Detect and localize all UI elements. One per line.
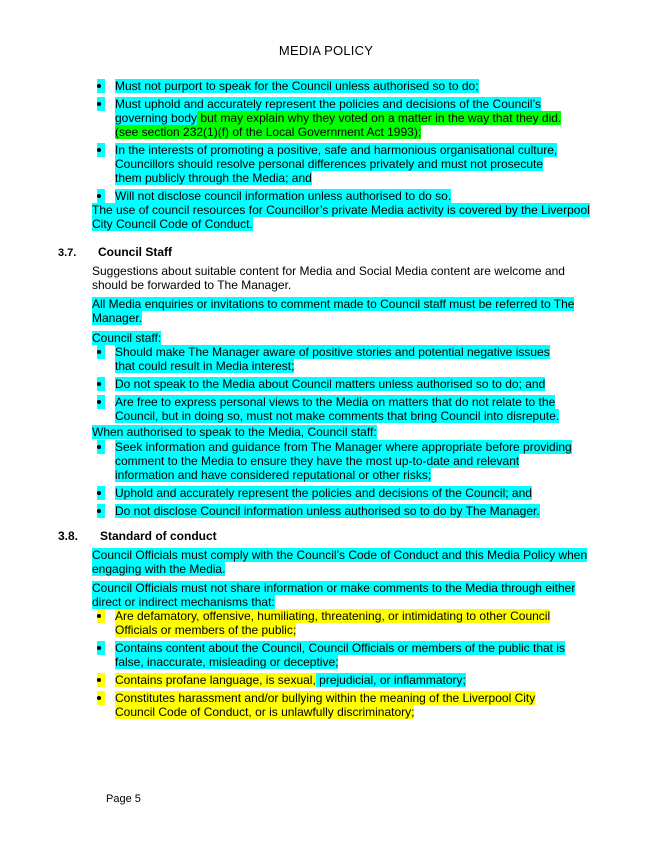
enquiries-paragraph: All Media enquiries or invitations to comment made to Council staff must be referred to The Manager.	[92, 297, 575, 325]
bullet-icon	[97, 673, 105, 687]
suggestions-paragraph: Suggestions about suitable content for Media and Social Media content are welcome and should be forwarded to The Manager.	[92, 264, 565, 292]
list-item: Will not disclose council information unless authorised to do so.	[92, 189, 572, 203]
section-heading-3-8: 3.8. Standard of conduct	[58, 529, 217, 543]
section-heading-3-7: 3.7. Council Staff	[58, 245, 172, 259]
list-item: Contains profane language, is sexual, prejudicial, or inflammatory;	[92, 673, 572, 687]
list-item: Contains content about the Council, Council Officials or members of the public that is false, inaccurate, misleading or deceptive;	[92, 641, 572, 669]
page-header-title: MEDIA POLICY	[278, 43, 374, 58]
list-item: In the interests of promoting a positive, safe and harmonious organisational culture, Councillors should resolve personal differences privately and must not prosecute them publicly through the Media; and	[92, 143, 572, 185]
authorised-list	[92, 440, 572, 518]
list-item: Are free to express personal views to the Media on matters that do not relate to the Council, but in doing so, must not make comments that bring Council into disrepute.	[92, 395, 572, 423]
list-item: Must not purport to speak for the Council unless authorised so to do;	[92, 79, 572, 93]
comply-paragraph: Council Officials must comply with the Council’s Code of Conduct and this Media Policy when engaging with the Media.	[92, 548, 588, 576]
staff-intro: Council staff:	[92, 331, 162, 345]
bullet-icon	[97, 641, 105, 655]
list-item: Do not disclose Council information unless authorised so to do by The Manager.	[92, 504, 572, 518]
authorised-intro: When authorised to speak to the Media, Council staff:	[92, 425, 377, 439]
bullet-icon	[97, 97, 105, 111]
bullet-icon	[97, 691, 105, 705]
bullet-icon	[97, 79, 105, 93]
list-item: Uphold and accurately represent the policies and decisions of the Council; and	[92, 486, 572, 500]
list-item: Should make The Manager aware of positive stories and potential negative issues that could result in Media interest;	[92, 345, 572, 373]
bullet-icon	[97, 377, 105, 391]
bullet-icon	[97, 504, 105, 518]
conduct-list	[92, 609, 572, 719]
list-item: Seek information and guidance from The Manager where appropriate before providing comment to the Media to ensure they have the most up-to-date and relevant information and have considered reputational or other risks;	[92, 440, 572, 482]
bullet-icon	[97, 143, 105, 157]
must-not-paragraph: Council Officials must not share information or make comments to the Media through either direct or indirect mechanisms that:	[92, 581, 576, 609]
bullet-icon	[97, 189, 105, 203]
list-item: Constitutes harassment and/or bullying within the meaning of the Liverpool City Council Code of Conduct, or is unlawfully discriminatory;	[92, 691, 572, 719]
page-number: Page 5	[106, 793, 141, 805]
bullet-icon	[97, 486, 105, 500]
staff-list	[92, 345, 572, 423]
resources-paragraph: The use of council resources for Councillor’s private Media activity is covered by the Liverpool City Council Code of Conduct.	[92, 203, 590, 231]
bullet-icon	[97, 609, 105, 623]
list-item: Do not speak to the Media about Council matters unless authorised so to do; and	[92, 377, 572, 391]
list-item: Are defamatory, offensive, humiliating, threatening, or intimidating to other Council Officials or members of the public;	[92, 609, 572, 637]
list-item: Must uphold and accurately represent the policies and decisions of the Council’s governing body but may explain why they voted on a matter in the way that they did. (see section 232(1)(f) of the Local Government Act 1993);	[92, 97, 572, 139]
bullet-icon	[97, 345, 105, 359]
councillors-list	[92, 79, 572, 203]
bullet-icon	[97, 440, 105, 454]
bullet-icon	[97, 395, 105, 409]
